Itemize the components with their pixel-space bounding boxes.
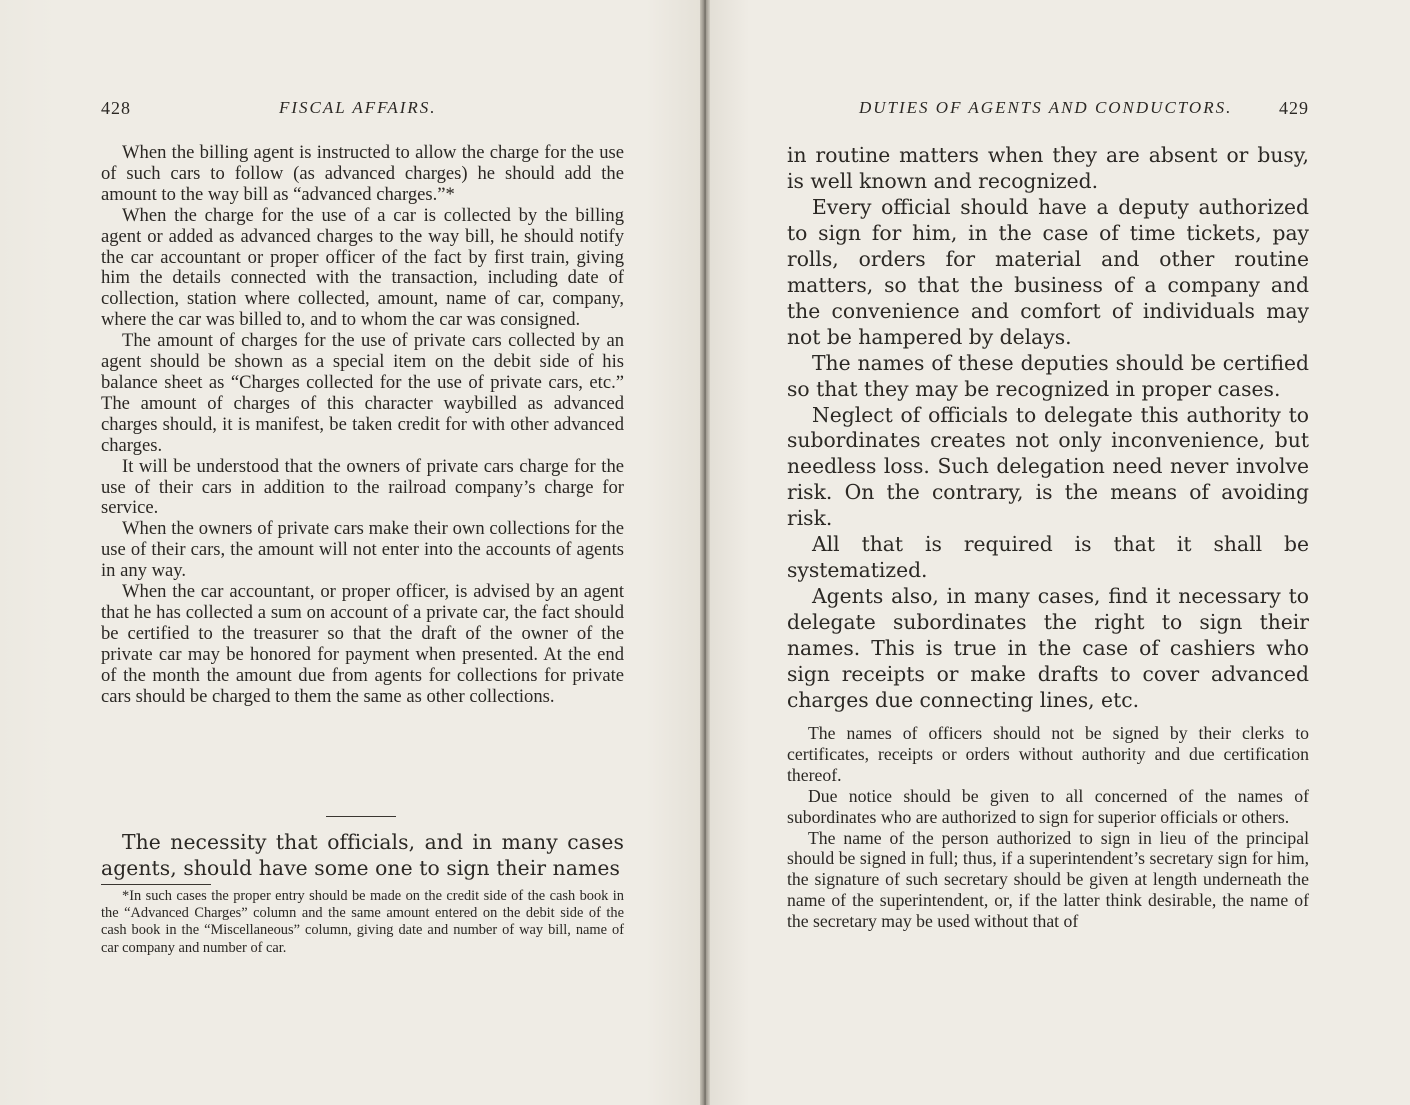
right-running-head xyxy=(859,98,1309,122)
right-large-text xyxy=(787,143,1309,714)
right-paragraph: Agents also, in many cases, find it necessary to delegate subordinates the right to sign their names. This is true in the case of cashiers who sign receipts or make drafts to cover advanced charges due connecting lines, etc. xyxy=(787,584,1309,713)
right-page-number: 429 xyxy=(1279,98,1309,118)
left-large-paragraph: The necessity that officials, and in many cases agents, should have some one to sign their names xyxy=(101,830,624,880)
footnote-rule xyxy=(101,884,211,885)
book-gutter xyxy=(700,0,710,1105)
right-small-text xyxy=(787,723,1309,932)
right-small-paragraph: The names of officers should not be signed by their clerks to certificates, receipts or orders without authority and due certification thereof. xyxy=(787,723,1309,785)
right-paragraph: Neglect of officials to delegate this authority to subordinates creates not only inconvenience, but needless loss. Such delegation need never involve risk. On the contrary, is the means of avoiding risk. xyxy=(787,402,1309,531)
right-paragraph: The names of these deputies should be certified so that they may be recognized in proper cases. xyxy=(787,350,1309,401)
section-divider xyxy=(326,816,396,817)
right-paragraph: All that is required is that it shall be systematized. xyxy=(787,532,1309,583)
left-paragraph: When the car accountant, or proper officer, is advised by an agent that he has collected a sum on account of a private car, the fact should be certified to the treasurer so that the draft of the owner of the private car may be honored for payment when presented. At the end of the month the amount due from agents for collections for private cars should be charged to them the same as other collections. xyxy=(101,581,624,707)
right-small-paragraph: The name of the person authorized to sign in lieu of the principal should be signed in full; thus, if a superintendent’s secretary sign for him, the signature of such secretary should be given at length underneath the name of the superintendent, or, if the latter think desirable, the name of the secretary may be used without that of xyxy=(787,827,1309,932)
right-paragraph: Every official should have a deputy authorized to sign for him, in the case of time tickets, pay rolls, orders for material and other routine matters, so that the business of a company and the convenience and comfort of individuals may not be hampered by delays. xyxy=(787,194,1309,349)
left-running-title: FISCAL AFFAIRS. xyxy=(279,98,437,117)
left-paragraph: When the charge for the use of a car is collected by the billing agent or added as advanced charges to the way bill, he should notify the car accountant or proper officer of the fact by first train, giving him the details connected with the transaction, including date of collection, station where collected, amount, name of car, company, where the car was billed to, and to whom the car was consigned. xyxy=(101,204,624,331)
left-page xyxy=(0,0,703,1105)
right-small-paragraph: Due notice should be given to all concerned of the names of subordinates who are authorized to sign for superior officials or others. xyxy=(787,785,1309,827)
left-page-number: 428 xyxy=(101,98,131,118)
footnote: *In such cases the proper entry should be made on the credit side of the cash book in the “Advanced Charges” column and the same amount entered on the debit side of the cash book in the “Miscellaneous” column, giving date and number of way bill, name of car company and number of car. xyxy=(101,888,624,956)
left-paragraph: It will be understood that the owners of private cars charge for the use of their cars in addition to the railroad company’s charge for service. xyxy=(101,455,624,519)
right-paragraph: in routine matters when they are absent or busy, is well known and recognized. xyxy=(787,143,1309,193)
left-body-text xyxy=(101,143,624,707)
left-paragraph: The amount of charges for the use of private cars collected by an agent should be shown as a special item on the debit side of his balance sheet as “Charges collected for the use of private cars, etc.” The amount of charges of this character waybilled as advanced charges should, it is manifest, be taken credit for with other advanced charges. xyxy=(101,330,624,456)
left-paragraph: When the billing agent is instructed to allow the charge for the use of such cars to follow (as advanced charges) he should add the amount to the way bill as “advanced charges.”* xyxy=(101,142,624,205)
left-running-head xyxy=(101,98,624,122)
right-running-title: DUTIES OF AGENTS AND CONDUCTORS. xyxy=(859,98,1233,117)
left-paragraph: When the owners of private cars make their own collections for the use of their cars, the amount will not enter into the accounts of agents in any way. xyxy=(101,518,624,582)
